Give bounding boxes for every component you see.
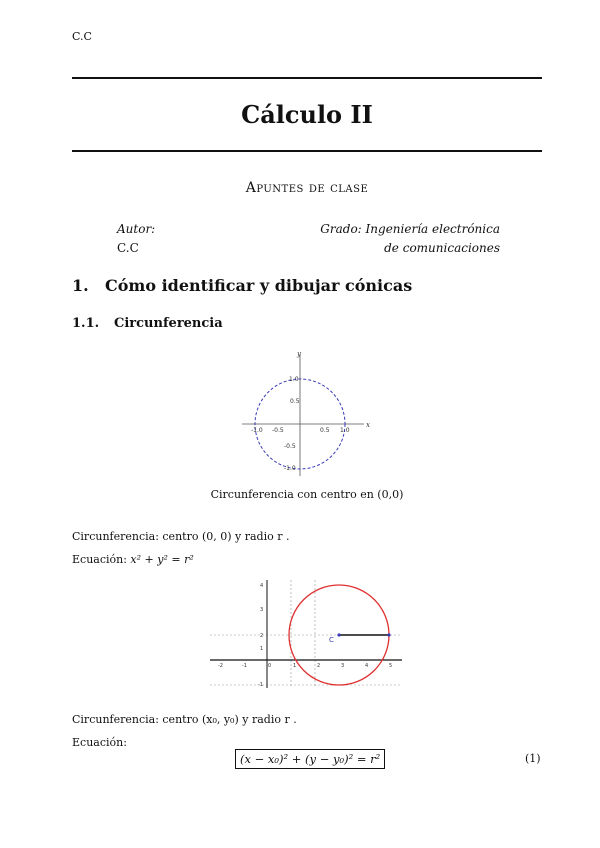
fig2-x-tick: -2 xyxy=(218,663,223,669)
fig1-x-tick: -1.0 xyxy=(251,427,263,434)
equation-prefix: Ecuación: xyxy=(72,553,131,566)
fig1-x-tick: -0.5 xyxy=(272,427,284,434)
figure-unit-circle xyxy=(234,348,374,478)
bottom-rule xyxy=(72,150,542,152)
figure1-caption: Circunferencia con centro en (0,0) xyxy=(210,488,404,501)
fig1-y-tick: 1.0 xyxy=(289,376,299,383)
fig1-y-tick: 0.5 xyxy=(290,398,300,405)
fig1-x-label: x xyxy=(366,421,370,429)
fig2-x-tick: 2 xyxy=(317,663,321,669)
fig2-x-tick: 5 xyxy=(389,663,393,669)
fig1-x-tick: 0.5 xyxy=(320,427,330,434)
fig2-x-tick: 1 xyxy=(293,663,297,669)
fig1-y-tick: -0.5 xyxy=(284,443,296,450)
equation-line-1 xyxy=(72,553,194,566)
fig1-x-tick: 1.0 xyxy=(340,427,350,434)
fig2-y-tick: 1 xyxy=(260,646,264,652)
top-rule xyxy=(72,77,542,79)
fig2-y-tick: 2 xyxy=(260,633,264,639)
boxed-equation: (x − x₀)² + (y − y₀)² = r² xyxy=(235,749,385,769)
fig2-center-label: C xyxy=(329,636,334,644)
author-label: Autor: xyxy=(117,222,156,236)
document-title: Cálculo II xyxy=(241,100,373,129)
author-name: C.C xyxy=(117,241,139,255)
degree-line-1: Grado: Ingeniería electrónica xyxy=(320,222,500,236)
fig2-y-tick: 3 xyxy=(260,607,264,613)
equation-number: (1) xyxy=(525,752,541,765)
text-centered-circle: Circunferencia: centro (0, 0) y radio r . xyxy=(72,530,290,543)
figure-shifted-circle xyxy=(210,578,405,688)
subsection-number: 1.1. xyxy=(72,316,100,331)
fig1-y-tick: -1.0 xyxy=(284,465,296,472)
section-heading xyxy=(72,276,412,295)
fig2-x-tick: 4 xyxy=(365,663,369,669)
degree-line-2: de comunicaciones xyxy=(384,241,500,255)
fig2-x-tick: -1 xyxy=(242,663,247,669)
fig2-y-tick: -1 xyxy=(258,682,263,688)
text-shifted-circle: Circunferencia: centro (x₀, y₀) y radio r . xyxy=(72,713,297,726)
fig2-x-tick: 3 xyxy=(341,663,345,669)
equation-label-2: Ecuación: xyxy=(72,736,127,749)
section-title: Cómo identificar y dibujar cónicas xyxy=(105,276,413,295)
subsection-heading xyxy=(72,316,223,331)
fig2-radius-endpoint xyxy=(387,633,390,636)
subsection-title: Circunferencia xyxy=(114,316,223,331)
fig2-center-point xyxy=(337,633,340,636)
fig1-y-label: y xyxy=(297,350,301,358)
equation-body: x² + y² = r² xyxy=(130,553,194,566)
document-subtitle: Apuntes de clase xyxy=(245,180,369,196)
fig2-x-tick: 0 xyxy=(268,663,272,669)
header-initials: C.C xyxy=(72,30,92,43)
section-number: 1. xyxy=(72,276,89,295)
fig2-y-tick: 4 xyxy=(260,583,264,589)
